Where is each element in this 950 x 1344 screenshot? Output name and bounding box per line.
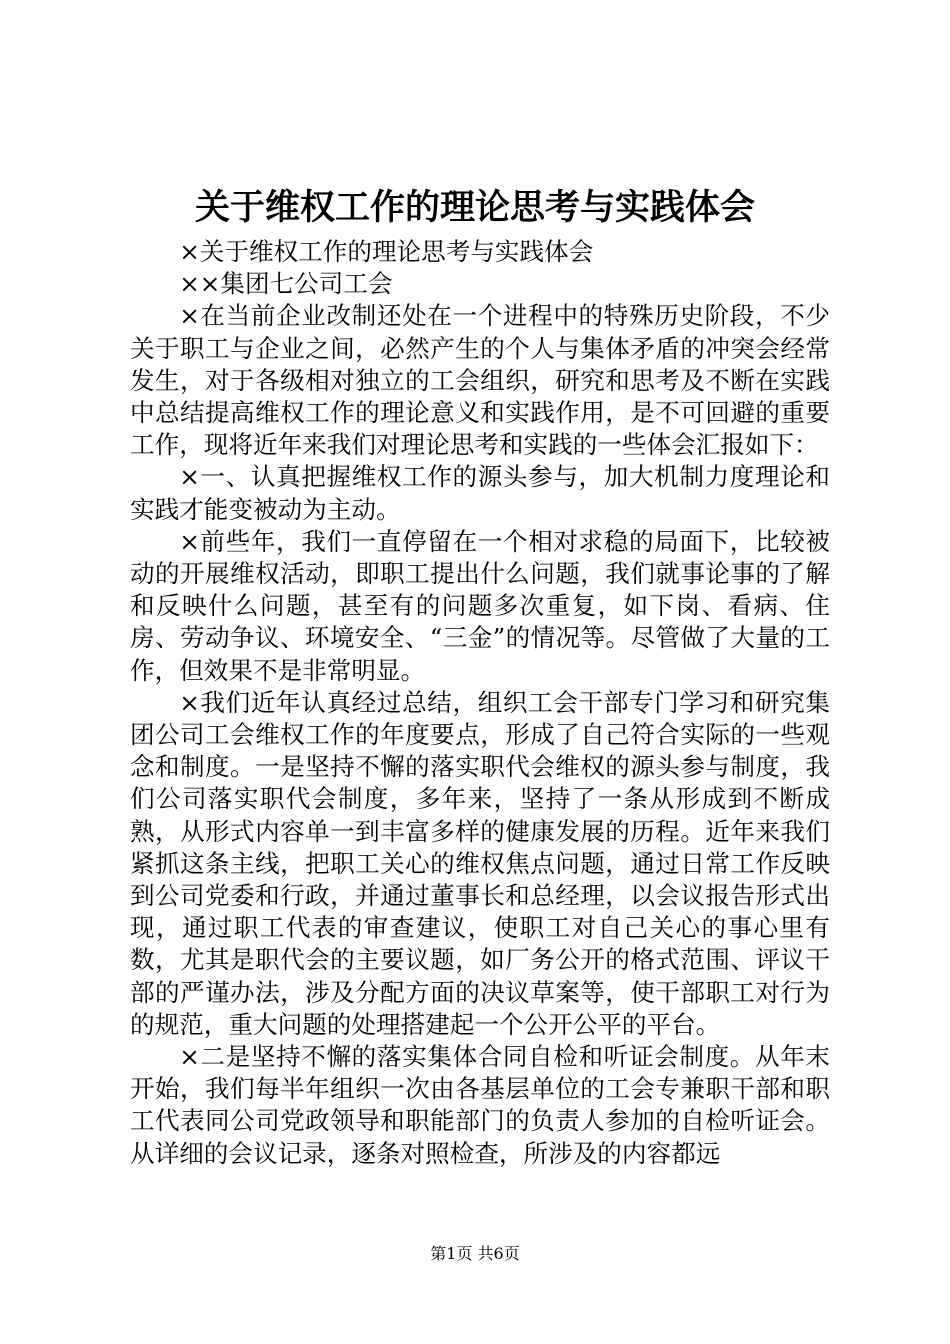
paragraph: ×一、认真把握维权工作的源头参与，加大机制力度理论和实践才能变被动为主动。 (130, 462, 830, 524)
paragraph: ×二是坚持不懈的落实集体合同自检和听证会制度。从年末开始，我们每半年组织一次由各基层单位的工会专兼职干部和职工代表同公司党政领导和职能部门的负责人参加的自检听证会。从详细的会议记录，逐条对照检查，所涉及的内容都远 (130, 1042, 830, 1168)
paragraph: ××集团七公司工会 (179, 269, 393, 299)
paragraph: ×前些年，我们一直停留在一个相对求稳的局面下，比较被动的开展维权活动，即职工提出什么问题，我们就事论事的了解和反映什么问题，甚至有的问题多次重复，如下岗、看病、住房、劳动争议、环境安全、“三金”的情况等。尽管做了大量的工作，但效果不是非常明显。 (130, 526, 830, 685)
paragraph: ×在当前企业改制还处在一个进程中的特殊历史阶段，不少关于职工与企业之间，必然产生的个人与集体矛盾的冲突会经常发生，对于各级相对独立的工会组织，研究和思考及不断在实践中总结提高维权工作的理论意义和实践作用，是不可回避的重要工作，现将近年来我们对理论思考和实践的一些体会汇报如下： (130, 301, 830, 460)
paragraph: ×关于维权工作的理论思考与实践体会 (179, 237, 594, 266)
document-title: 关于维权工作的理论思考与实践体会 (194, 187, 755, 228)
page-footer: 第1页 共6页 (430, 1244, 520, 1263)
paragraph: ×我们近年认真经过总结，组织工会干部专门学习和研究集团公司工会维权工作的年度要点，形成了自己符合实际的一些观念和制度。一是坚持不懈的落实职代会维权的源头参与制度，我们公司落实职代会制度，多年来，坚持了一条从形成到不断成熟，从形式内容单一到丰富多样的健康发展的历程。近年来我们紧抓这条主线，把职工关心的维权焦点问题，通过日常工作反映到公司党委和行政，并通过董事长和总经理，以会议报告形式出现，通过职工代表的审查建议，使职工对自己关心的事心里有数，尤其是职代会的主要议题，如厂务公开的格式范围、评议干部的严谨办法，涉及分配方面的决议草案等，使干部职工对行为的规范，重大问题的处理搭建起一个公开公平的平台。 (130, 687, 830, 1039)
document-body (130, 236, 830, 1170)
